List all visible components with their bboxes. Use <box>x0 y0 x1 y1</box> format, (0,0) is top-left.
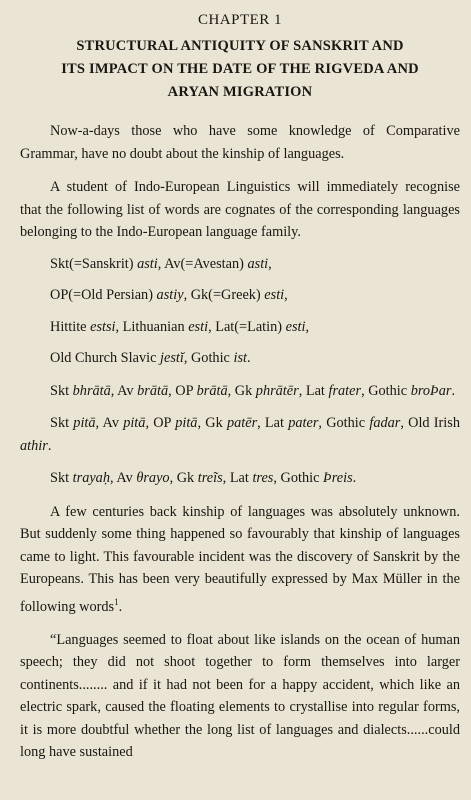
text: . <box>47 437 52 454</box>
word-list-line-4 <box>50 347 460 370</box>
text: , <box>268 255 272 272</box>
text: . <box>118 598 123 615</box>
text: Hittite <box>50 318 91 335</box>
text: . <box>352 470 357 486</box>
text: . <box>451 382 456 399</box>
text: , Gk <box>197 415 227 431</box>
paragraph-2: A student of Indo-European Linguistics will immediately recognise that the following list of words are cognates of the corresponding languages belonging to the Indo-European language family. <box>20 179 460 240</box>
word-list-line-1 <box>50 253 460 276</box>
text: OP(=Old Persian) <box>50 287 157 303</box>
text: , Av <box>110 382 138 399</box>
paragraph-1: Now-a-days those who have some knowledge of Comparative Grammar, have no doubt about the kinship of languages. <box>20 123 460 162</box>
cognate-three <box>20 467 460 490</box>
word: frater <box>328 382 362 399</box>
word: astiy <box>156 287 184 303</box>
text: , Gothic <box>273 470 324 486</box>
word: θrayo <box>136 470 170 486</box>
text: , <box>284 287 288 303</box>
title-line-3: ARYAN MIGRATION <box>167 84 313 100</box>
word: bhrātā <box>72 382 111 399</box>
word: asti <box>137 255 158 272</box>
word: estsi <box>90 318 116 335</box>
text: , Lat <box>257 415 289 431</box>
word: ist <box>233 350 247 366</box>
word: esti <box>285 318 306 335</box>
chapter-title <box>20 35 460 104</box>
text: Skt <box>50 382 73 399</box>
word: athir <box>20 437 48 454</box>
word: tres <box>252 470 274 486</box>
text: , Av(=Avestan) <box>157 255 248 272</box>
text: Skt <box>50 415 74 431</box>
text: , Gk(=Greek) <box>183 287 265 303</box>
text: , Gothic <box>183 350 234 366</box>
text: , Gothic <box>318 415 370 431</box>
word: brātā <box>196 382 228 399</box>
text: , Gothic <box>361 382 411 399</box>
text: Old Church Slavic <box>50 350 160 366</box>
word: treĩs <box>197 470 223 486</box>
text: , Lat <box>298 382 329 399</box>
text: A few centuries back kinship of languages was absolutely unknown. But suddenly some thing happened so favourably that kinship of languages came to light. This favourable incident was the discovery of Sanskrit by the Europeans. This has been very beautifully expressed by Max Müller in the following words <box>20 503 460 615</box>
text: , Gk <box>169 470 198 486</box>
text: . <box>246 350 251 366</box>
word: Þreis <box>323 470 353 486</box>
footnote-marker: 1 <box>114 596 119 607</box>
word: brātā <box>137 382 169 399</box>
quote-paragraph: “Languages seemed to float about like islands on the ocean of human speech; they did not shoot together to form themselves into larger continents........ and if it had not been for a happy accident, which like an electric spark, caused the floating elements to crystallise into regular forms, it is more doubtful whether the long list of languages and dialects......could long have sustained <box>20 631 460 761</box>
word-list-line-3 <box>50 316 460 339</box>
word: pater <box>288 415 319 431</box>
word: pitā <box>175 415 198 431</box>
text: , Lat(=Latin) <box>208 318 286 335</box>
text: , Lithuanian <box>115 318 189 335</box>
title-line-2: ITS IMPACT ON THE DATE OF THE RIGVEDA AND <box>61 61 419 77</box>
text: , Old Irish <box>400 415 460 431</box>
text: , OP <box>145 415 176 431</box>
word: trayaḥ <box>72 470 110 486</box>
word: broÞar <box>410 382 452 399</box>
text: , Gk <box>227 382 256 399</box>
text: Skt <box>50 470 73 486</box>
text: Skt(=Sanskrit) <box>50 255 138 272</box>
text: , Av <box>109 470 137 486</box>
word: patēr <box>226 415 258 431</box>
title-line-1: STRUCTURAL ANTIQUITY OF SANSKRIT AND <box>76 38 404 54</box>
word: jestĭ <box>160 350 184 366</box>
text: , Av <box>95 415 124 431</box>
word: esti <box>188 318 209 335</box>
word: phrātēr <box>255 382 299 399</box>
cognate-brother <box>20 380 460 403</box>
cognate-father <box>20 412 460 457</box>
word: esti <box>264 287 285 303</box>
word: asti <box>247 255 269 272</box>
document-page <box>20 10 460 764</box>
word: pitā <box>73 415 96 431</box>
text: , <box>305 318 310 335</box>
word-list-line-2 <box>50 284 460 307</box>
chapter-heading: CHAPTER 1 <box>197 12 283 28</box>
word: fadar <box>369 415 401 431</box>
text: , OP <box>168 382 197 399</box>
word: pitā <box>123 415 146 431</box>
paragraph-3 <box>20 501 460 618</box>
text: , Lat <box>222 470 253 486</box>
